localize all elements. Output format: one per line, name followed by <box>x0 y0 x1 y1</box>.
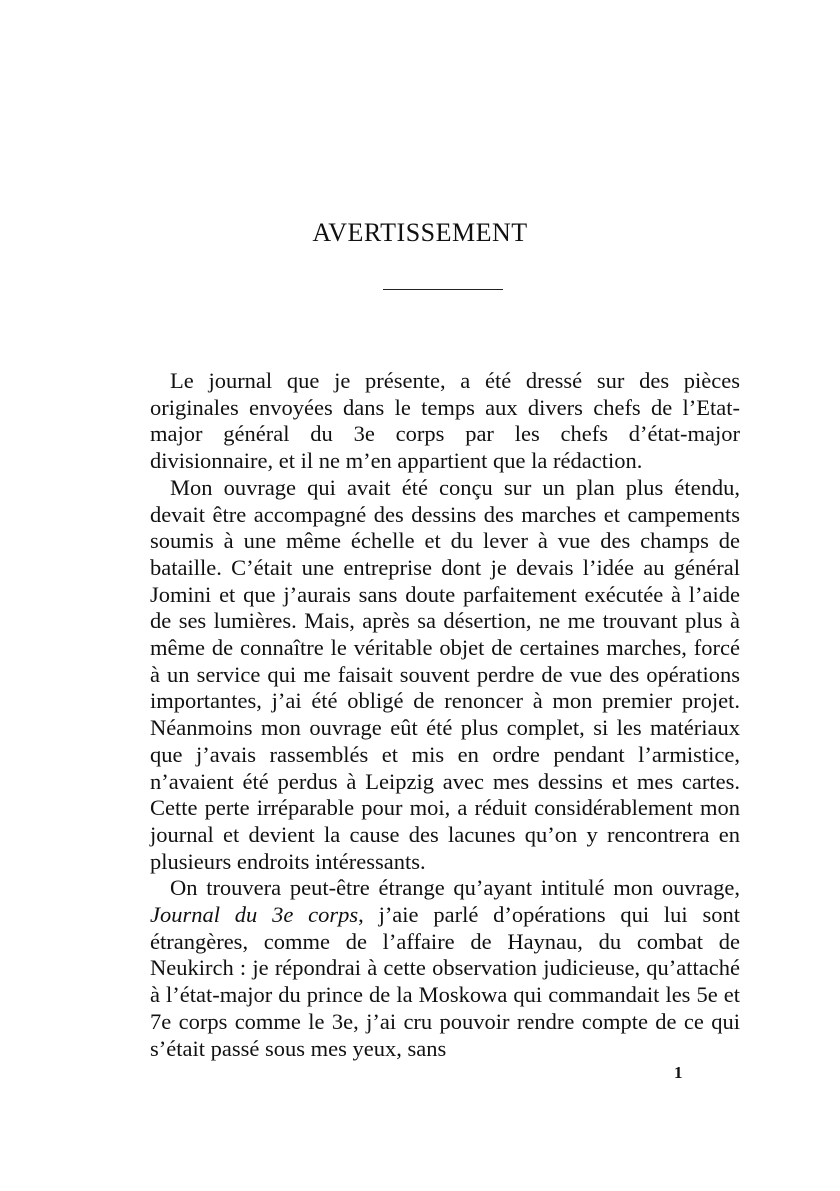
paragraph-3 <box>150 875 740 1062</box>
paragraph-1: Le journal que je présente, a été dressé sur des pièces originales envoyées dans le temps aux divers chefs de l’Etat-major général du 3e corps par les chefs d’état-major divisionnaire, et il ne m’en appartient que la rédaction. <box>150 368 740 474</box>
journal-title-italic: Journal du 3e corps <box>150 902 359 928</box>
page-title: AVERTISSEMENT <box>312 218 528 247</box>
page-number: 1 <box>674 1063 683 1082</box>
paragraph-2: Mon ouvrage qui avait été conçu sur un plan plus étendu, devait être accompagné des dessins des marches et campements soumis à une même échelle et du lever à vue des champs de bataille. C’était une entreprise dont je devais l’idée au général Jomini et que j’aurais sans doute parfaitement exécutée à l’aide de ses lumières. Mais, après sa désertion, ne me trouvant plus à même de connaître le véritable objet de certaines marches, forcé à un service qui me faisait souvent perdre de vue des opérations importantes, j’ai été obligé de renoncer à mon premier projet. Néanmoins mon ouvrage eût été plus complet, si les matériaux que j’avais rassemblés et mis en ordre pendant l’armistice, n’avaient été perdus à Leipzig avec mes dessins et mes cartes. Cette perte irréparable pour moi, a réduit considérablement mon journal et devient la cause des lacunes qu’on y rencontrera en plusieurs endroits intéressants. <box>150 474 740 874</box>
paragraph-3-end: , j’aie parlé d’opérations qui lui sont étrangères, comme de l’affaire de Haynau, du combat de Neukirch : je répondrai à cette observation judicieuse, qu’attaché à l’état-major du prince de la Moskowa qui commandait les 5e et 7e corps comme le 3e, j’ai cru pouvoir rendre compte de ce qui s’était passé sous mes yeux, sans <box>150 902 740 1061</box>
paragraph-3-start: On trouvera peut-être étrange qu’ayant intitulé mon ouvrage, <box>170 875 740 901</box>
body-text <box>150 368 740 1062</box>
title-divider <box>383 289 503 290</box>
